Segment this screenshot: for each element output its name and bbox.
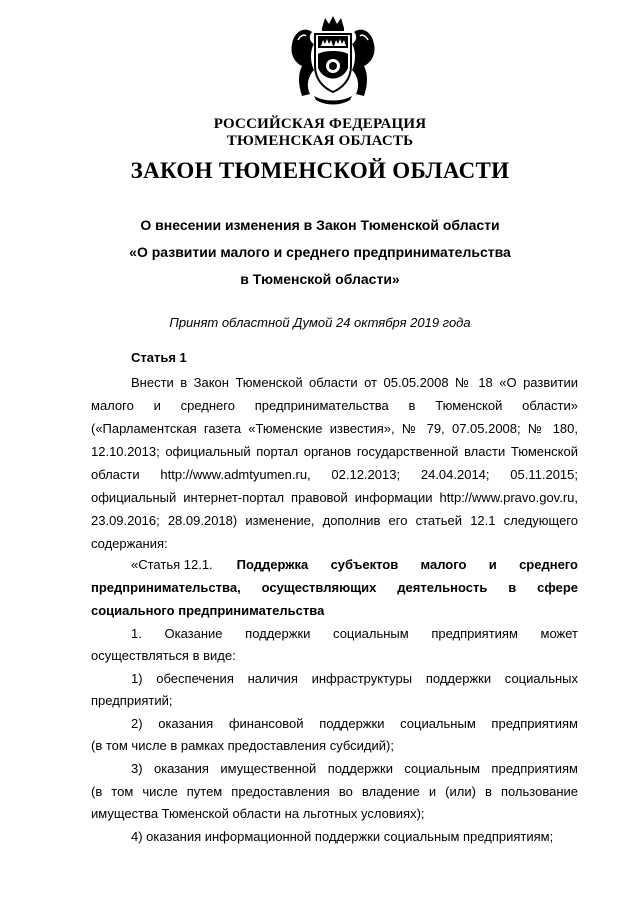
clause-line: 2) оказания финансовой поддержки социальным предприятиям — [131, 716, 578, 731]
clause-line: предприятий; — [91, 693, 173, 708]
law-heading: ЗАКОН ТЮМЕНСКОЙ ОБЛАСТИ — [130, 158, 510, 183]
law-title-line-2: «О развитии малого и среднего предпринимательства — [129, 244, 511, 260]
article-heading: Статья 1 — [131, 350, 187, 365]
new-article-prefix: «Статья 12.1. — [131, 557, 213, 572]
clause-line: 3) оказания имущественной поддержки социальным предприятиям — [131, 761, 578, 776]
law-title-line-3: в Тюменской области» — [240, 271, 400, 287]
body-line: 23.09.2016; 28.09.2018) изменение, дополнив его статьей 12.1 следующего — [91, 513, 578, 528]
new-article-heading-line-1 — [131, 555, 578, 575]
new-article-title-line-2: предпринимательства, осуществляющих деятельность в сфере — [91, 580, 578, 595]
region-heading: ТЮМЕНСКАЯ ОБЛАСТЬ — [226, 133, 414, 149]
body-line: Внести в Закон Тюменской области от 05.05.2008 № 18 «О развитии — [131, 375, 578, 390]
body-line: официальный интернет-портал правовой информации http://www.pravo.gov.ru, — [91, 490, 578, 505]
new-article-title-line-3: социального предпринимательства — [91, 603, 325, 618]
clause-line: 4) оказания информационной поддержки социальным предприятиям; — [131, 829, 554, 844]
new-article-title-part-1: Поддержка субъектов малого и среднего — [236, 557, 578, 572]
body-line: 12.10.2013; официальный портал органов государственной власти Тюменской — [91, 444, 578, 459]
clause-line: (в том числе путем предоставления во владение и (или) в пользование — [91, 784, 578, 799]
clause-line: имущества Тюменской области на льготных условиях); — [91, 806, 425, 821]
clause-line: осуществляться в виде: — [91, 648, 236, 663]
body-line: («Парламентская газета «Тюменские известия», № 79, 07.05.2008; № 180, — [91, 421, 578, 436]
body-line: содержания: — [91, 536, 168, 551]
federation-heading: РОССИЙСКАЯ ФЕДЕРАЦИЯ — [213, 116, 427, 132]
adoption-note: Принят областной Думой 24 октября 2019 года — [169, 315, 471, 330]
body-line: малого и среднего предпринимательства в Тюменской области» — [91, 398, 578, 413]
body-line: области http://www.admtyumen.ru, 02.12.2013; 24.04.2014; 05.11.2015; — [91, 467, 578, 482]
document-body — [91, 0, 578, 905]
clause-line: 1. Оказание поддержки социальным предприятиям может — [131, 626, 578, 641]
clause-line: (в том числе в рамках предоставления субсидий); — [91, 738, 394, 753]
clause-line: 1) обеспечения наличия инфраструктуры поддержки социальных — [131, 671, 578, 686]
law-title-line-1: О внесении изменения в Закон Тюменской области — [140, 217, 500, 233]
